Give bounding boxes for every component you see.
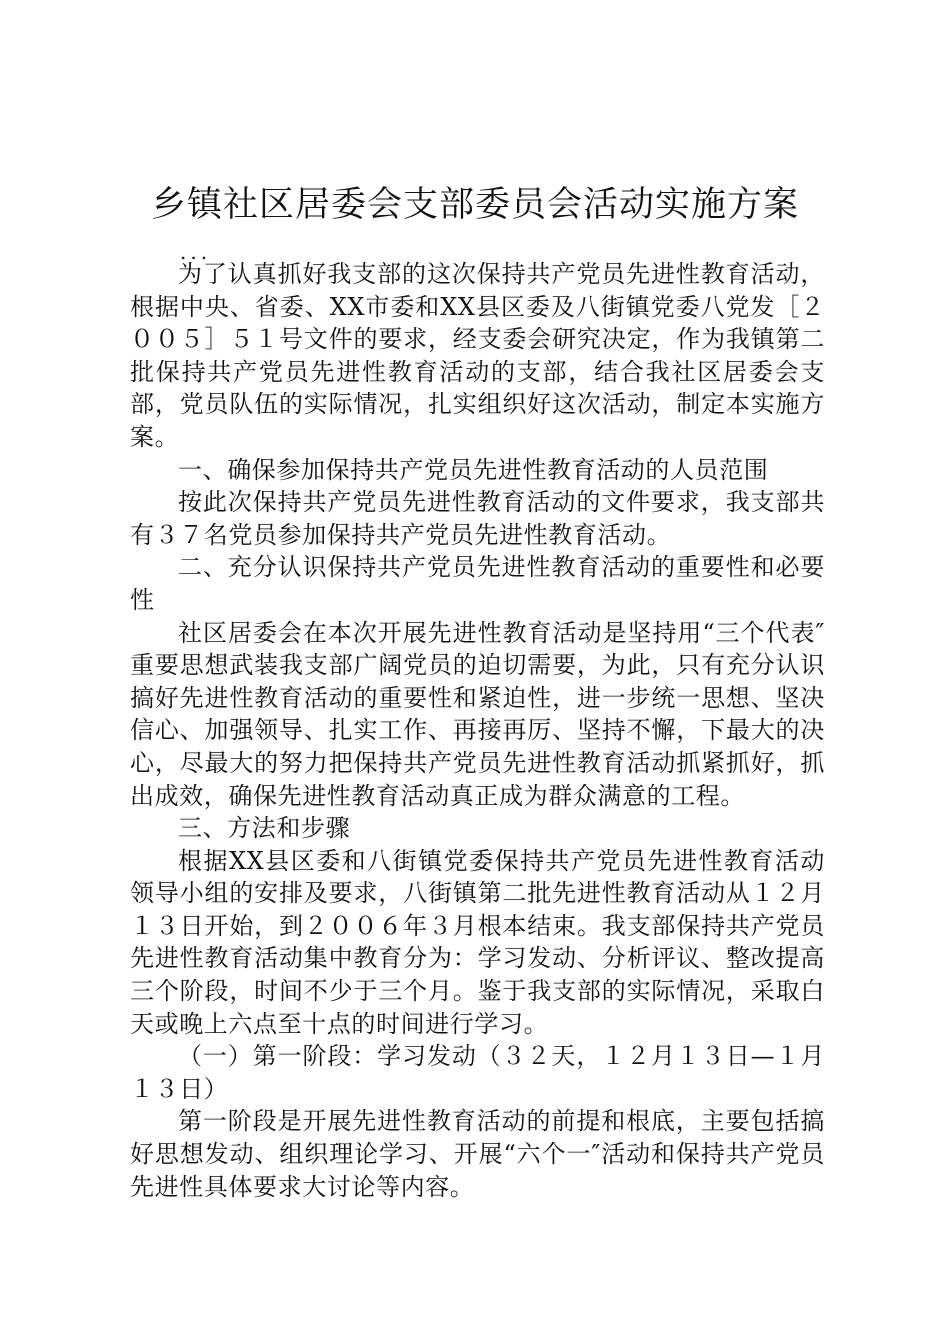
section-heading-3: 三、方法和步骤: [178, 814, 351, 843]
paragraph-intro: 为了认真抓好我支部的这次保持共产党员先进性教育活动，根据中央、省委、XX市委和XX县区委及八街镇党委八党发［２００５］５１号文件的要求，经支委会研究决定，作为我镇第二批保持共产党员先进性教育活动的支部，结合我社区居委会支部，党员队伍的实际情况，扎实组织好这次活动，制定本实施方案。: [130, 260, 825, 451]
document-body: [130, 258, 825, 1203]
paragraph-scope: 按此次保持共产党员先进性教育活动的文件要求，我支部共有３７名党员参加保持共产党员先进性教育活动。: [130, 488, 825, 549]
paragraph-stage-one: 第一阶段是开展先进性教育活动的前提和根底，主要包括搞好思想发动、组织理论学习、开展“六个一″活动和保持共产党员先进性具体要求大讨论等内容。: [130, 1107, 825, 1201]
section-heading-1: 一、确保参加保持共产党员先进性教育活动的人员范围: [178, 455, 769, 484]
paragraph-importance: 社区居委会在本次开展先进性教育活动是坚持用“三个代表″重要思想武装我支部广阔党员的迫切需要，为此，只有充分认识搞好先进性教育活动的重要性和紧迫性，进一步统一思想、坚决信心、加强领导、扎实工作、再接再厉、坚持不懈，下最大的决心，尽最大的努力把保持共产党员先进性教育活动抓紧抓好，抓出成效，确保先进性教育活动真正成为群众满意的工程。: [130, 618, 825, 810]
document-title: 乡镇社区居委会支部委员会活动实施方案: [150, 185, 799, 225]
subsection-heading-1: （一）第一阶段：学习发动（３２天，１２月１３日—１月１３日）: [130, 1042, 825, 1103]
ellipsis-text: ...: [180, 240, 212, 264]
paragraph-methods: 根据XX县区委和八街镇党委保持共产党员先进性教育活动领导小组的安排及要求，八街镇第二批先进性教育活动从１２月１３日开始，到２００６年３月根本结束。我支部保持共产党员先进性教育活动集中教育分为：学习发动、分析评议、整改提高三个阶段，时间不少于三个月。鉴于我支部的实际情况，采取白天或晚上六点至十点的时间进行学习。: [130, 846, 825, 1038]
section-heading-2: 二、充分认识保持共产党员先进性教育活动的重要性和必要性: [130, 553, 825, 614]
